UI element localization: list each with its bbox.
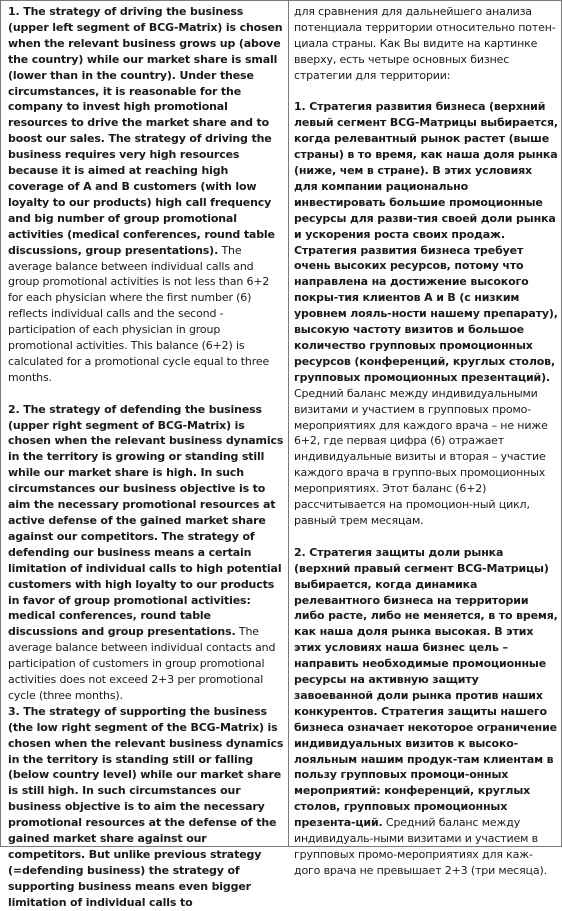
russian-strategy-driving-bold: 1. Стратегия развития бизнеса (верхний левый сегмент BCG-Матрицы выбирается, когда релевантный рынок растет (выше страны) в то время, как наша доля рынка (ниже, чем в стране). В этих условиях для компании рационально инвестировать большие промоционные ресурсы для разви-тия своей доли рынка и ускорения роста своих продаж. Стратегия развития бизнеса требует очень высоких ресурсов, потому что направлена на достижение высокого покры-тия клиентов А и В (с низким уровнем лояль-ности нашему препарату), высокую частоту визитов и большое количество групповых промоционных ресурсов (конференций, круглых столов, групповых промоционных презентаций). (294, 100, 558, 384)
russian-strategy-defending (294, 545, 559, 879)
russian-intro: для сравнения для дальнейшего анализа потенциала территории относительно потен-циала страны. Как Вы видите на картинке вверху, есть четыре основных бизнес стратегии для территории: (294, 5, 556, 82)
english-strategy-supporting-bold: 3. The strategy of supporting the business (the low right segment of the BCG-Matrix) is chosen when the relevant business dynamics in the territory is standing still or falling (below country level) while our market share is still high. In such circumstances our business objective is to aim the necessary promotional resources at the defense of the gained market share against our competitors. But unlike previous strategy (=defending business) the strategy of supporting business means even bigger limitation of individual calls to (8, 704, 284, 909)
russian-strategy-driving-balance: Средний баланс между индивидуальными визитами и участием в групповых промо-мероприятиях для каждого врача – не ниже 6+2, где первая цифра (6) отражает индивидуальные визиты и вторая – участие каждого врача в группо-вых промоционных мероприятиях. Этот баланс (6+2) рассчитывается на промоцион-ный цикл, равный трем месяцам. (294, 386, 548, 527)
russian-strategy-driving (294, 99, 559, 528)
english-strategy-defending-balance: The average balance between individual contacts and participation of customers in group promotional activities does not exceed 2+3 per promotional cycle (three months). (8, 625, 276, 702)
english-strategy-driving-balance: The average balance between individual calls and group promotional activities is not less than 6+2 for each physician where the first number (6) reflects individual calls and the second - participation of each physician in group promotional activities. This balance (6+2) is calculated for a promotional cycle equal to three months. (8, 243, 270, 384)
english-strategy-defending (8, 402, 284, 704)
english-strategy-supporting (8, 704, 284, 911)
russian-column (289, 1, 561, 877)
english-strategy-driving-bold: 1. The strategy of driving the business (upper left segment of BCG-Matrix) is chosen when the relevant business grows up (above the country) while our market share is small (lower than in the country). Under these circumstances, it is reasonable for the company to invest high promotional resources to drive the market share and to boost our sales. The strategy of driving the business requires very high resources because it is aimed at reaching high coverage of A and B customers (with low loyalty to our products) high call frequency and big number of group promotional activities (medical conferences, round table discussions, group presentations). (8, 5, 283, 257)
russian-strategy-defending-balance: Средний баланс между индивидуаль-ными визитами и участием в групповых промо-мероприятиях для каж-дого врача не превышает 2+3 (три месяца). (294, 816, 547, 877)
english-strategy-defending-bold: 2. The strategy of defending the business (upper right segment of BCG-Matrix) is chosen when the relevant business dynamics in the territory is growing or standing still while our market share is high. In such circumstances our business objective is to aim the necessary promotional resources at active defense of the gained market share against our competitors. The strategy of defending our business means a certain limitation of individual calls to high potential customers with high loyalty to our products in favor of group promotional activities: medical conferences, round table discussions and group presentations. (8, 402, 284, 639)
paragraph-gap (294, 529, 559, 545)
paragraph-gap (8, 386, 284, 402)
english-strategy-driving (8, 4, 284, 386)
russian-strategy-defending-bold: 2. Стратегия защиты доли рынка (верхний правый сегмент BCG-Матрицы) выбирается, когда динамика релевантного бизнеса на территории либо расте, либо не меняется, в то время, как наша доля рынка высокая. В этих этих условиях наша бизнес цель – направить необходимые промоционные ресурсы на активную защиту завоеванной доли рынка против наших конкурентов. Стратегия защиты нашего бизнеса означает некоторое ограничение индивидуальных визитов к высоко-лояльным нашим продук-там клиентам в пользу групповых промоци-онных мероприятий: конференций, круглых столов, групповых промоционных презента-ций. (294, 545, 558, 830)
paragraph-gap (294, 84, 559, 100)
english-column (1, 1, 289, 909)
